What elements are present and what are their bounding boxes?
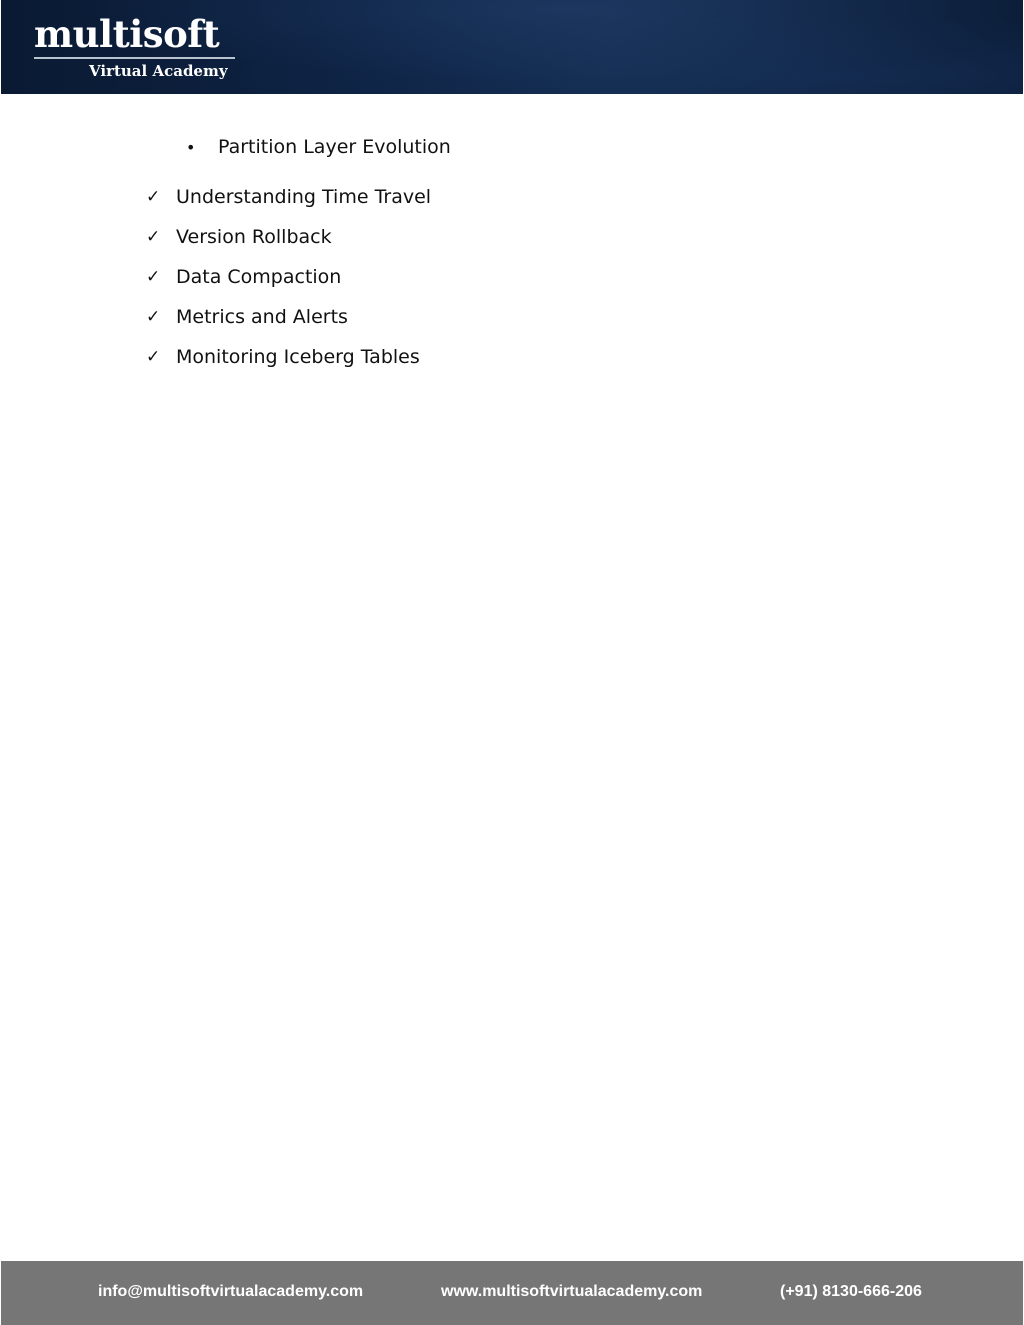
checkmark-icon: ✓ bbox=[146, 267, 161, 287]
logo-divider bbox=[34, 57, 235, 59]
checklist-item-label: Understanding Time Travel bbox=[176, 186, 432, 208]
checklist bbox=[146, 183, 431, 383]
checklist-item-label: Metrics and Alerts bbox=[176, 306, 348, 328]
checklist-item bbox=[146, 183, 431, 223]
multisoft-logo bbox=[34, 12, 236, 81]
page-footer bbox=[1, 1261, 1023, 1325]
checklist-item bbox=[146, 343, 431, 383]
footer-website: www.multisoftvirtualacademy.com bbox=[441, 1283, 703, 1300]
footer-phone: (+91) 8130-666-206 bbox=[780, 1283, 922, 1300]
checkmark-icon: ✓ bbox=[146, 347, 161, 367]
checkmark-icon: ✓ bbox=[146, 187, 161, 207]
checklist-item bbox=[146, 263, 431, 303]
checkmark-icon: ✓ bbox=[146, 227, 161, 247]
checklist-item bbox=[146, 223, 431, 263]
bullet-list-item bbox=[186, 133, 451, 161]
checklist-item-label: Version Rollback bbox=[176, 226, 332, 248]
bullet-item-label: Partition Layer Evolution bbox=[218, 136, 451, 158]
checkmark-icon: ✓ bbox=[146, 307, 161, 327]
checklist-item-label: Monitoring Iceberg Tables bbox=[176, 346, 420, 368]
checklist-item bbox=[146, 303, 431, 343]
checklist-item-label: Data Compaction bbox=[176, 266, 342, 288]
footer-email: info@multisoftvirtualacademy.com bbox=[98, 1283, 364, 1300]
bullet-icon: • bbox=[186, 137, 196, 157]
logo-tagline: Virtual Academy bbox=[89, 62, 228, 80]
logo-wordmark: multisoft bbox=[34, 12, 220, 56]
page-header bbox=[1, 0, 1023, 94]
